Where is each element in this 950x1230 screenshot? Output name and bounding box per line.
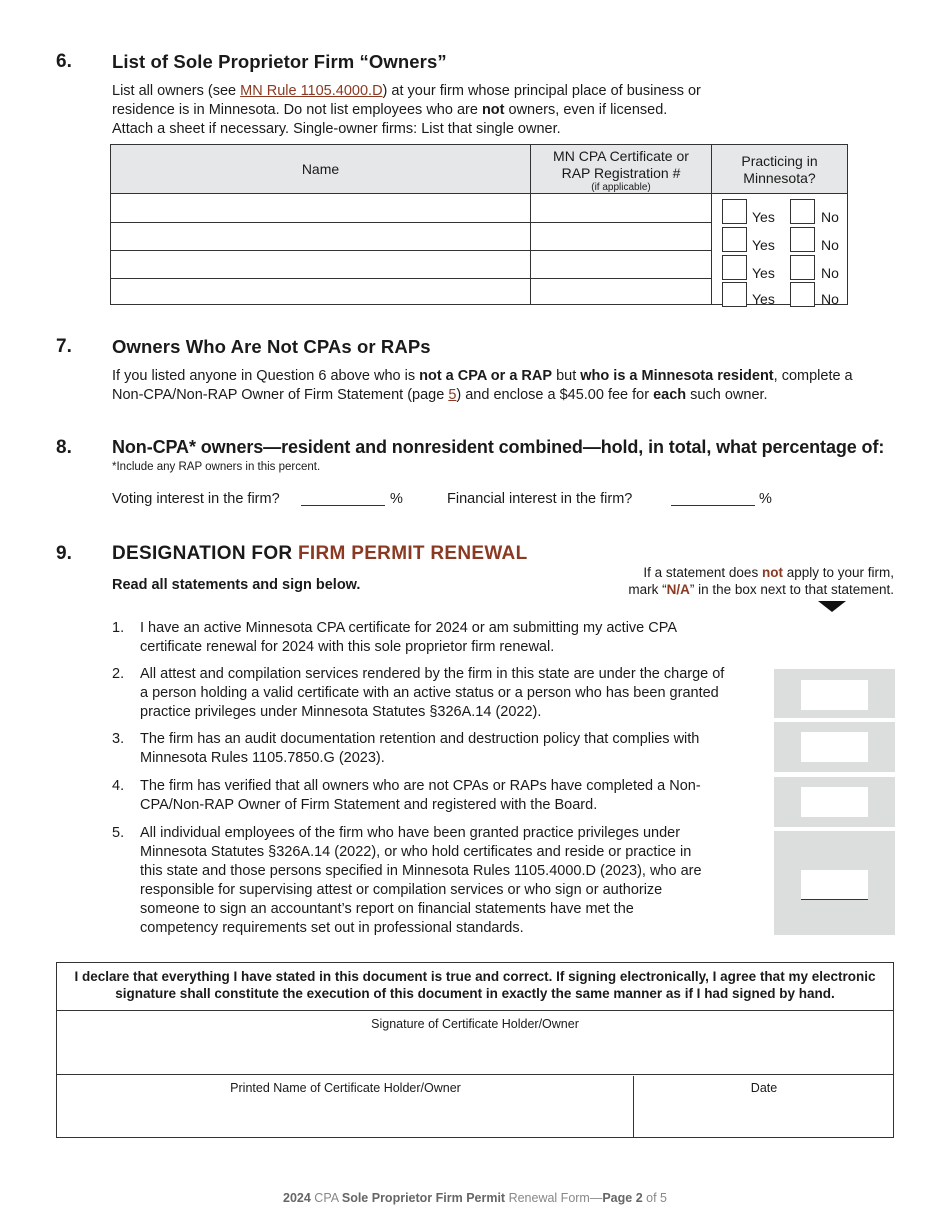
q6-text-3: residence is in Minnesota. Do not list employees who are bbox=[112, 102, 482, 118]
down-arrow-icon bbox=[818, 601, 846, 612]
q6-text-2: ) at your firm whose principal place of business or bbox=[382, 83, 701, 99]
q8-title-c: , what percentage of: bbox=[706, 437, 885, 457]
statement-4-text: The firm has verified that all owners who are not CPAs or RAPs have completed a Non-CPA/Non-RAP Owner of Firm Statement and registered with the Board. bbox=[140, 778, 701, 813]
owner-name-input-2[interactable] bbox=[111, 223, 530, 250]
q7-text-a: If you listed anyone in Question 6 above who is bbox=[112, 368, 420, 384]
q6-number: 6. bbox=[56, 51, 72, 72]
statement-2-text: All attest and compilation services rendered by the firm in this state are under the charge of a person holding a valid certificate with an active status or a person who has been granted practice privileges under Minnesota Statutes §326A.14 (2022). bbox=[140, 666, 725, 720]
owner-name-input-4[interactable] bbox=[111, 279, 530, 304]
yes-checkbox-3[interactable] bbox=[722, 255, 747, 280]
q6-text-5: Attach a sheet if necessary. Single-owner firms: List that single owner. bbox=[112, 121, 561, 137]
q7-title: Owners Who Are Not CPAs or RAPs bbox=[112, 336, 431, 357]
voting-interest-input[interactable] bbox=[301, 490, 385, 506]
footer-rest: Renewal Form— bbox=[505, 1191, 603, 1205]
date-field[interactable] bbox=[635, 1076, 893, 1137]
yes-label-2: Yes bbox=[752, 237, 775, 253]
statement-5-text: All individual employees of the firm who have been granted practice privileges under Minnesota Statutes §326A.14 (2022), or who hold certificates and reside or practice in this state and those persons specified in Minnesota Rules 1105.4000.D (2023), who are responsible for supervising attest or compilation services or who sign or authorize someone to sign an accountant’s report on financial statements have met the competency requirements set out in professional standards. bbox=[140, 825, 702, 936]
q9-number: 9. bbox=[56, 543, 72, 564]
owner-name-input-3[interactable] bbox=[111, 251, 530, 278]
owner-name-input-1[interactable] bbox=[111, 195, 530, 222]
page-footer bbox=[0, 1189, 950, 1208]
footer-cpa: CPA bbox=[310, 1191, 342, 1205]
owner-cert-input-4[interactable] bbox=[531, 279, 711, 304]
na-text-f: ” in the box next to that statement. bbox=[689, 582, 894, 597]
no-label-2: No bbox=[821, 237, 839, 253]
col-header-cert-line2: RAP Registration # bbox=[561, 165, 681, 181]
statement-5-number: 5. bbox=[112, 825, 125, 841]
na-text-d: mark “ bbox=[628, 582, 667, 597]
mn-rule-link[interactable]: MN Rule 1105.4000.D bbox=[240, 83, 383, 99]
q7-text bbox=[112, 367, 902, 405]
q7-text-e: , complete a bbox=[773, 368, 853, 384]
yes-checkbox-4[interactable] bbox=[722, 282, 747, 307]
footer-year: 2024 bbox=[283, 1191, 311, 1205]
q6-instructions bbox=[112, 82, 701, 139]
na-text-c: apply to your firm, bbox=[782, 565, 894, 580]
q7-text-g: ) and enclose a $45.00 fee for bbox=[456, 387, 654, 403]
yes-label-1: Yes bbox=[752, 209, 775, 225]
no-checkbox-4[interactable] bbox=[790, 282, 815, 307]
col-header-cert-line1: MN CPA Certificate or bbox=[553, 148, 689, 164]
statement-1-number: 1. bbox=[112, 620, 125, 636]
yes-checkbox-2[interactable] bbox=[722, 227, 747, 252]
q8-number: 8. bbox=[56, 437, 72, 458]
col-header-cert-note: (if applicable) bbox=[591, 182, 651, 193]
statement-4-na-input[interactable] bbox=[801, 787, 868, 817]
yes-checkbox-1[interactable] bbox=[722, 199, 747, 224]
financial-percent-sign: % bbox=[759, 491, 772, 507]
q6-text-1: List all owners (see bbox=[112, 83, 241, 99]
date-label: Date bbox=[750, 1081, 778, 1095]
statement-2-na-input[interactable] bbox=[801, 680, 868, 710]
q7-text-h: each bbox=[653, 387, 687, 403]
signature-label: Signature of Certificate Holder/Owner bbox=[371, 1017, 579, 1031]
owner-cert-input-3[interactable] bbox=[531, 251, 711, 278]
col-header-cert bbox=[531, 148, 711, 193]
q9-title-a: DESIGNATION FOR bbox=[112, 543, 299, 564]
na-text-e: N/A bbox=[666, 582, 690, 597]
na-text-a: If a statement does bbox=[643, 565, 762, 580]
statement-3-na-input[interactable] bbox=[801, 732, 868, 762]
q6-text-4: owners, even if licensed. bbox=[504, 102, 668, 118]
page-5-link[interactable]: 5 bbox=[448, 387, 457, 403]
q9-instruction: Read all statements and sign below. bbox=[112, 577, 361, 593]
owner-cert-input-2[interactable] bbox=[531, 223, 711, 250]
q8-title-b: in total bbox=[648, 437, 707, 457]
q8-title-a: Non-CPA* owners—resident and nonresident combined—hold, bbox=[112, 437, 649, 457]
col-header-name: Name bbox=[301, 161, 340, 177]
statement-5-na-input[interactable] bbox=[801, 870, 868, 900]
statement-2-na-area bbox=[774, 669, 895, 718]
col-header-practicing bbox=[712, 153, 847, 187]
signature-block bbox=[56, 962, 894, 1138]
q7-text-i: such owner. bbox=[686, 387, 768, 403]
no-label-3: No bbox=[821, 265, 839, 281]
statement-3-number: 3. bbox=[112, 731, 125, 747]
q7-text-b: not a CPA or a RAP bbox=[419, 368, 553, 384]
q9-title bbox=[112, 544, 528, 563]
owners-table bbox=[110, 144, 848, 305]
q9-title-b: FIRM PERMIT RENEWAL bbox=[298, 543, 528, 564]
q6-title: List of Sole Proprietor Firm “Owners” bbox=[112, 51, 447, 72]
na-instruction bbox=[560, 564, 894, 598]
printed-name-field[interactable] bbox=[57, 1076, 634, 1137]
owner-cert-input-1[interactable] bbox=[531, 195, 711, 222]
no-label-1: No bbox=[821, 209, 839, 225]
q8-title bbox=[112, 438, 884, 457]
yes-label-4: Yes bbox=[752, 291, 775, 307]
q8-note: *Include any RAP owners in this percent. bbox=[112, 461, 321, 473]
voting-interest-label: Voting interest in the firm? bbox=[112, 491, 280, 507]
no-checkbox-1[interactable] bbox=[790, 199, 815, 224]
q6-text-not: not bbox=[481, 102, 505, 118]
footer-page: Page 2 bbox=[602, 1191, 643, 1205]
footer-of: of 5 bbox=[642, 1191, 667, 1205]
no-checkbox-2[interactable] bbox=[790, 227, 815, 252]
financial-interest-input[interactable] bbox=[671, 490, 755, 506]
statement-2-number: 2. bbox=[112, 666, 125, 682]
q7-number: 7. bbox=[56, 336, 72, 357]
declaration-text: I declare that everything I have stated in this document is true and correct. If signing electronically, I agree that my electronic signature shall constitute the execution of this document in exactly the same manner as if I had signed by hand. bbox=[57, 963, 893, 1011]
footer-form-name: Sole Proprietor Firm Permit bbox=[341, 1191, 506, 1205]
no-label-4: No bbox=[821, 291, 839, 307]
statement-3-na-area bbox=[774, 722, 895, 772]
statement-4-number: 4. bbox=[112, 778, 125, 794]
yes-label-3: Yes bbox=[752, 265, 775, 281]
signature-field[interactable] bbox=[57, 1011, 893, 1075]
q7-text-c: but bbox=[552, 368, 581, 384]
no-checkbox-3[interactable] bbox=[790, 255, 815, 280]
voting-percent-sign: % bbox=[390, 491, 403, 507]
financial-interest-label: Financial interest in the firm? bbox=[447, 491, 633, 507]
printed-name-label: Printed Name of Certificate Holder/Owner bbox=[230, 1081, 461, 1095]
q7-text-f: Non-CPA/Non-RAP Owner of Firm Statement (page bbox=[112, 387, 449, 403]
statement-1-text: I have an active Minnesota CPA certificate for 2024 or am submitting my active CPA certificate renewal for 2024 with this sole proprietor firm renewal. bbox=[140, 620, 677, 655]
statement-3-text: The firm has an audit documentation retention and destruction policy that complies with Minnesota Rules 1105.7850.G (2023). bbox=[140, 731, 700, 766]
statement-5-na-area bbox=[774, 831, 895, 935]
na-text-b: not bbox=[761, 565, 783, 580]
col-header-practicing-line2: Minnesota? bbox=[743, 170, 816, 186]
statement-4-na-area bbox=[774, 777, 895, 827]
col-header-practicing-line1: Practicing in bbox=[741, 153, 818, 169]
q7-text-d: who is a Minnesota resident bbox=[580, 368, 774, 384]
